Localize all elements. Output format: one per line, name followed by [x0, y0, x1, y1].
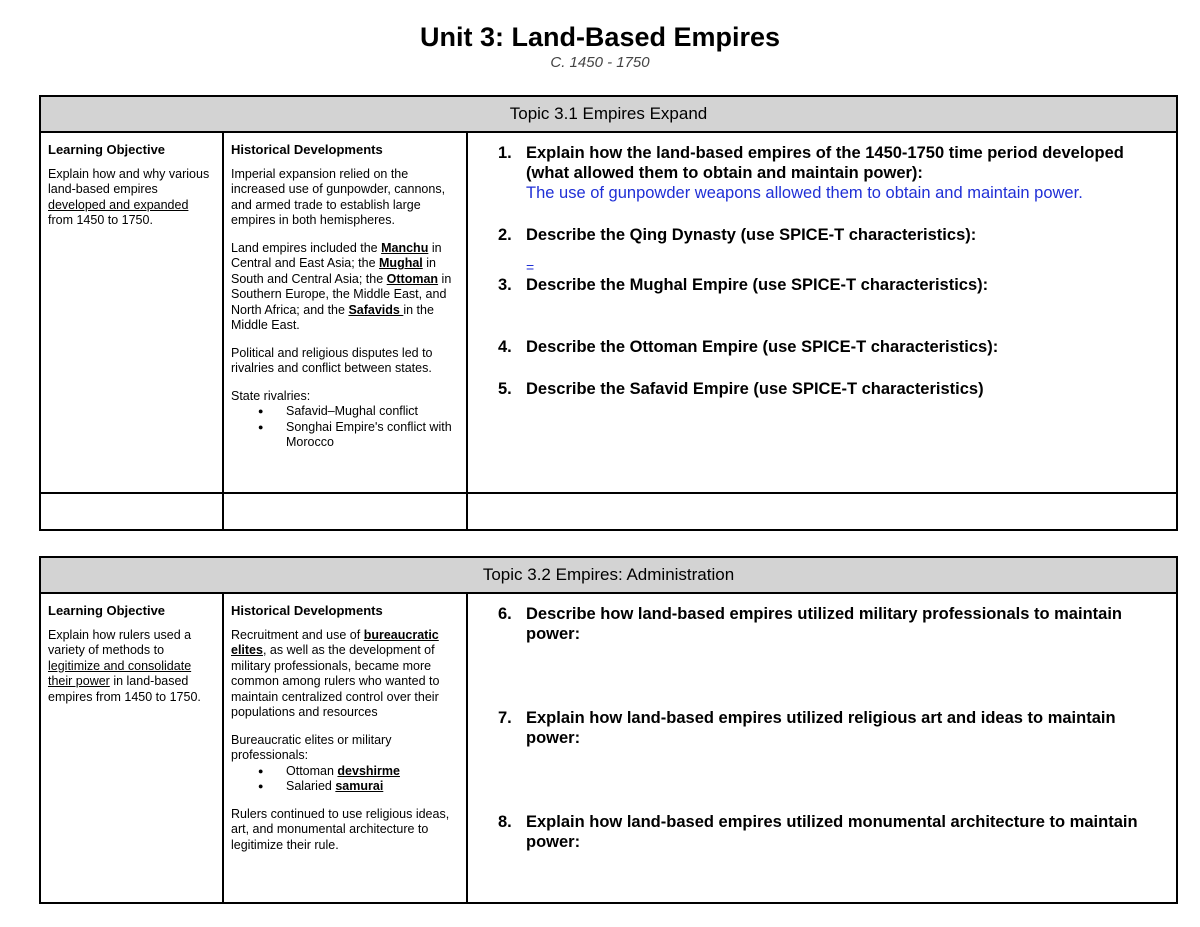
development-paragraph: Recruitment and use of bureaucratic elites, as well as the development of military professionals, became more common among rulers who wanted to maintain centralized control over their populations and resources — [231, 627, 440, 719]
development-paragraph: Land empires included the Manchu in Central and East Asia; the Mughal in South and Central Asia; the Ottoman in Southern Europe, the Middle East, and North Africa; and the Safavids in the Middle East. — [231, 240, 452, 332]
question-1: 1. Explain how the land-based empires of the 1450-1750 time period developed (what allowed them to obtain and maintain power): The use of gunpowder weapons allowed them to obtain and maintain power. — [498, 144, 1124, 202]
learning-objective-heading: Learning Objective — [48, 603, 166, 618]
historical-developments-cell — [223, 593, 467, 903]
question-4: 4. Describe the Ottoman Empire (use SPICE-T characteristics): — [498, 338, 999, 356]
development-paragraph: State rivalries: — [231, 388, 311, 403]
answer-text[interactable]: = — [526, 259, 535, 275]
development-paragraph: Political and religious disputes led to rivalries and conflict between states. — [231, 345, 433, 375]
historical-developments-heading: Historical Developments — [231, 603, 383, 618]
learning-objective-cell — [40, 593, 223, 903]
historical-developments-cell — [223, 132, 467, 493]
topic-3-1-table — [39, 95, 1178, 531]
list-item: ● Salaried samurai — [286, 779, 460, 795]
historical-developments-heading: Historical Developments — [231, 142, 383, 157]
empty-cell[interactable] — [467, 493, 1177, 530]
question-8: 8. Explain how land-based empires utilized monumental architecture to maintain power: — [498, 813, 1138, 851]
answer-text[interactable]: The use of gunpowder weapons allowed them to obtain and maintain power. — [526, 184, 1083, 202]
learning-objective-text: Explain how and why various land-based empires developed and expanded from 1450 to 1750. — [48, 166, 210, 227]
question-2: 2. Describe the Qing Dynasty (use SPICE-T characteristics): — [498, 226, 977, 244]
question-3: 3. Describe the Mughal Empire (use SPICE-T characteristics): — [498, 276, 989, 294]
elites-list — [231, 764, 460, 795]
topic-3-2-header: Topic 3.2 Empires: Administration — [40, 557, 1177, 593]
empty-cell[interactable] — [40, 493, 223, 530]
document-subtitle: C. 1450 - 1750 — [550, 54, 650, 71]
development-paragraph: Rulers continued to use religious ideas, art, and monumental architecture to legitimize their rule. — [231, 806, 450, 852]
topic-3-2-table — [39, 556, 1178, 904]
state-rivalries-list — [231, 404, 460, 451]
question-5: 5. Describe the Safavid Empire (use SPICE-T characteristics) — [498, 380, 984, 398]
learning-objective-heading: Learning Objective — [48, 142, 166, 157]
document-title: Unit 3: Land-Based Empires — [419, 22, 781, 52]
learning-objective-text: Explain how rulers used a variety of methods to legitimize and consolidate their power in land-based empires from 1450 to 1750. — [48, 627, 201, 704]
development-paragraph: Bureaucratic elites or military professionals: — [231, 732, 392, 762]
question-6: 6. Describe how land-based empires utilized military professionals to maintain power: — [498, 605, 1122, 643]
empty-cell[interactable] — [223, 493, 467, 530]
questions-cell — [467, 132, 1177, 493]
learning-objective-cell — [40, 132, 223, 493]
development-paragraph: Imperial expansion relied on the increased use of gunpowder, cannons, and armed trade to establish large empires in both hemispheres. — [231, 166, 446, 227]
questions-cell — [467, 593, 1177, 903]
topic-3-1-header: Topic 3.1 Empires Expand — [40, 96, 1177, 132]
question-7: 7. Explain how land-based empires utilized religious art and ideas to maintain power: — [498, 709, 1116, 747]
list-item: ● Safavid–Mughal conflict — [286, 404, 460, 420]
list-item: ● Songhai Empire's conflict with Morocco — [286, 420, 460, 451]
list-item: ● Ottoman devshirme — [286, 764, 460, 780]
